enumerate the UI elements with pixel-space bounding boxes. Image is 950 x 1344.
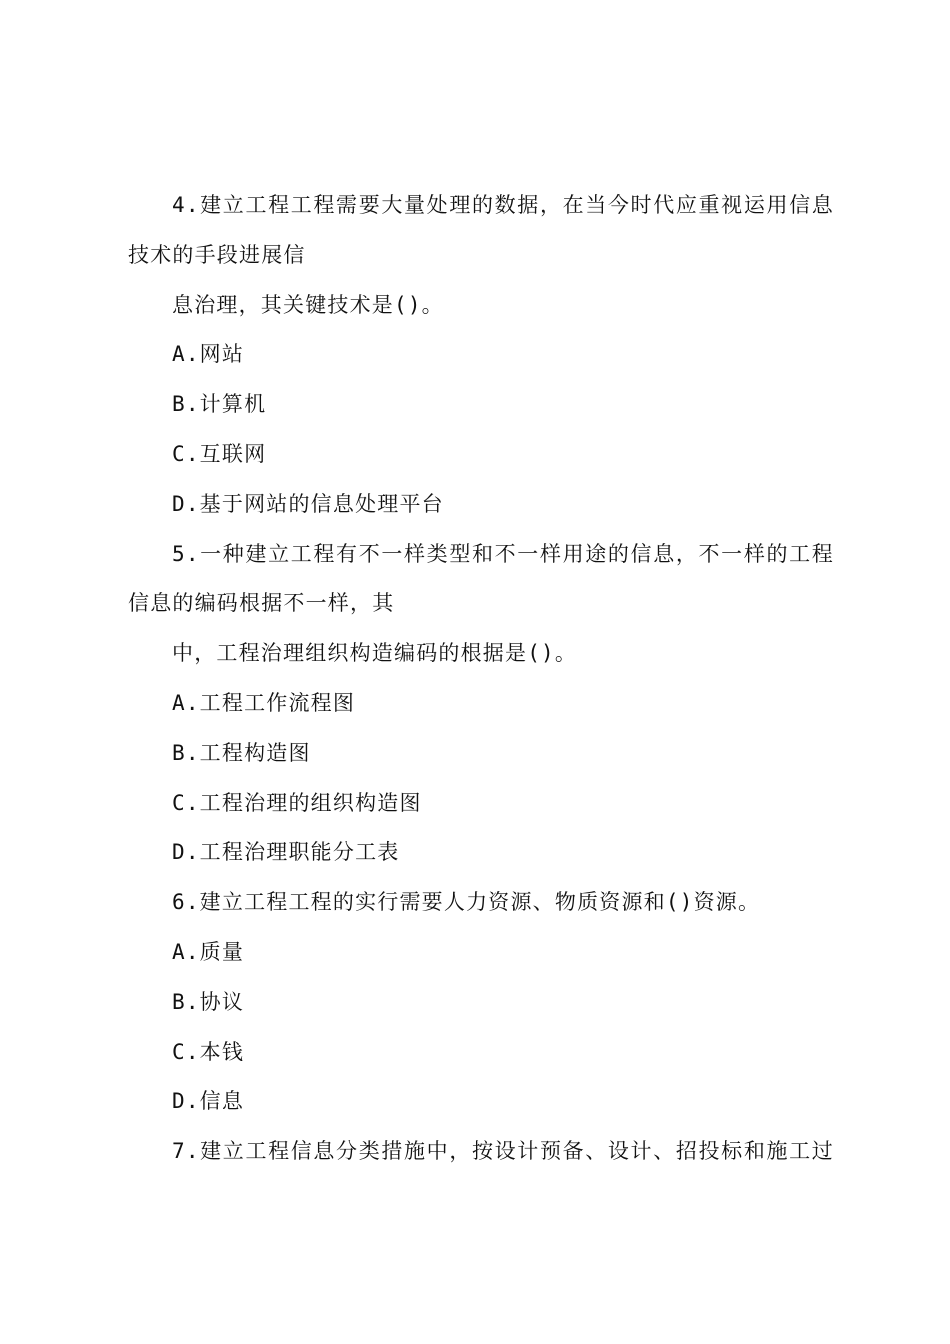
question-5-stem-line-2: 信息的编码根据不一样，其 [128, 591, 395, 616]
question-5-stem-line-1: 5.一种建立工程有不一样类型和不一样用途的信息，不一样的工程 [172, 541, 834, 566]
question-5-option-a: A.工程工作流程图 [172, 690, 356, 715]
question-6-option-a: A.质量 [172, 939, 245, 964]
question-4-stem-line-1: 4.建立工程工程需要大量处理的数据，在当今时代应重视运用信息 [172, 193, 834, 217]
question-6-option-d: D.信息 [172, 1089, 245, 1114]
question-5-option-d: D.工程治理职能分工表 [172, 840, 400, 865]
question-4-stem-line-3: 息治理，其关键技术是()。 [172, 292, 444, 317]
question-5-option-b: B.工程构造图 [172, 740, 311, 765]
question-5-option-c: C.工程治理的组织构造图 [172, 790, 422, 815]
document-body [128, 181, 834, 1177]
question-4-option-d: D.基于网站的信息处理平台 [172, 491, 444, 516]
question-4-option-a: A.网站 [172, 342, 245, 367]
question-6-option-b: B.协议 [172, 989, 245, 1014]
question-4-stem-line-2: 技术的手段进展信 [128, 242, 306, 267]
question-6-stem-line-1: 6.建立工程工程的实行需要人力资源、物质资源和()资源。 [172, 890, 761, 915]
question-7-stem-line-1: 7.建立工程信息分类措施中，按设计预备、设计、招投标和施工过 [172, 1139, 834, 1164]
question-5-stem-line-3: 中，工程治理组织构造编码的根据是()。 [172, 641, 578, 666]
question-4-option-b: B.计算机 [172, 392, 267, 417]
question-6-option-c: C.本钱 [172, 1039, 245, 1064]
question-4-option-c: C.互联网 [172, 441, 267, 466]
